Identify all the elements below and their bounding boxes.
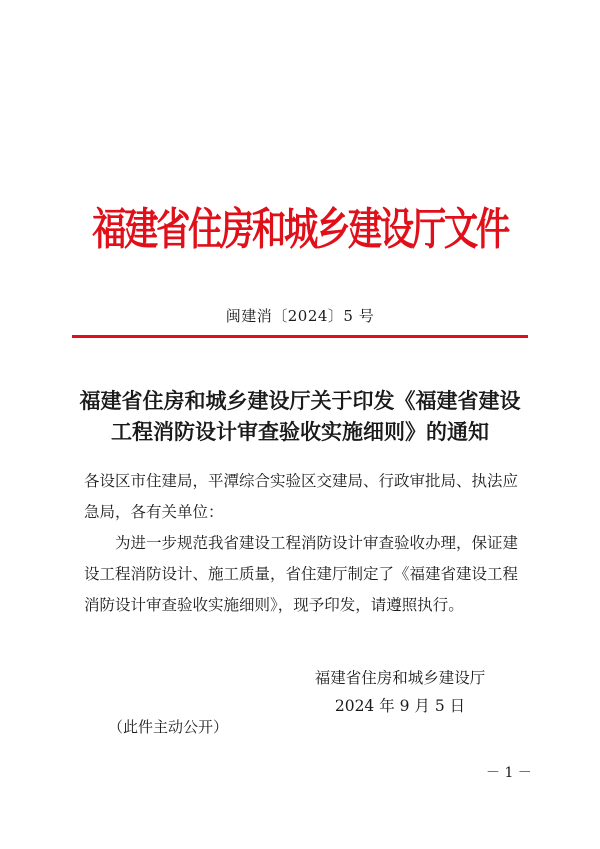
notice-title	[60, 385, 540, 447]
document-number: 闽建消〔2024〕5 号	[225, 307, 375, 325]
addressee-line-1: 各设区市住建局，平潭综合实验区交建局、行政审批局、执法应	[84, 472, 519, 490]
disclosure-note: （此件主动公开）	[108, 718, 229, 736]
document-header-title: 福建省住房和城乡建设厅文件	[92, 204, 508, 255]
page-number: － 1 －	[486, 765, 532, 781]
body-paragraph	[84, 528, 524, 621]
signature-organization: 福建省住房和城乡建设厅	[314, 669, 486, 687]
addressee	[84, 466, 524, 528]
body-paragraph-line-2: 设工程消防设计、施工质量，省住建厅制定了《福建省建设工程	[84, 565, 519, 583]
red-divider-line	[72, 335, 528, 338]
notice-title-line-2: 工程消防设计审查验收实施细则》的通知	[111, 419, 489, 444]
signature-date: 2024 年 9 月 5 日	[334, 697, 466, 715]
notice-title-line-1: 福建省住房和城乡建设厅关于印发《福建省建设	[79, 388, 521, 413]
addressee-line-2: 急局，各有关单位：	[84, 503, 224, 521]
body-paragraph-line-3: 消防设计审查验收实施细则》，现予印发，请遵照执行。	[84, 596, 464, 614]
body-paragraph-line-1: 为进一步规范我省建设工程消防设计审查验收办理，保证建	[115, 534, 519, 552]
